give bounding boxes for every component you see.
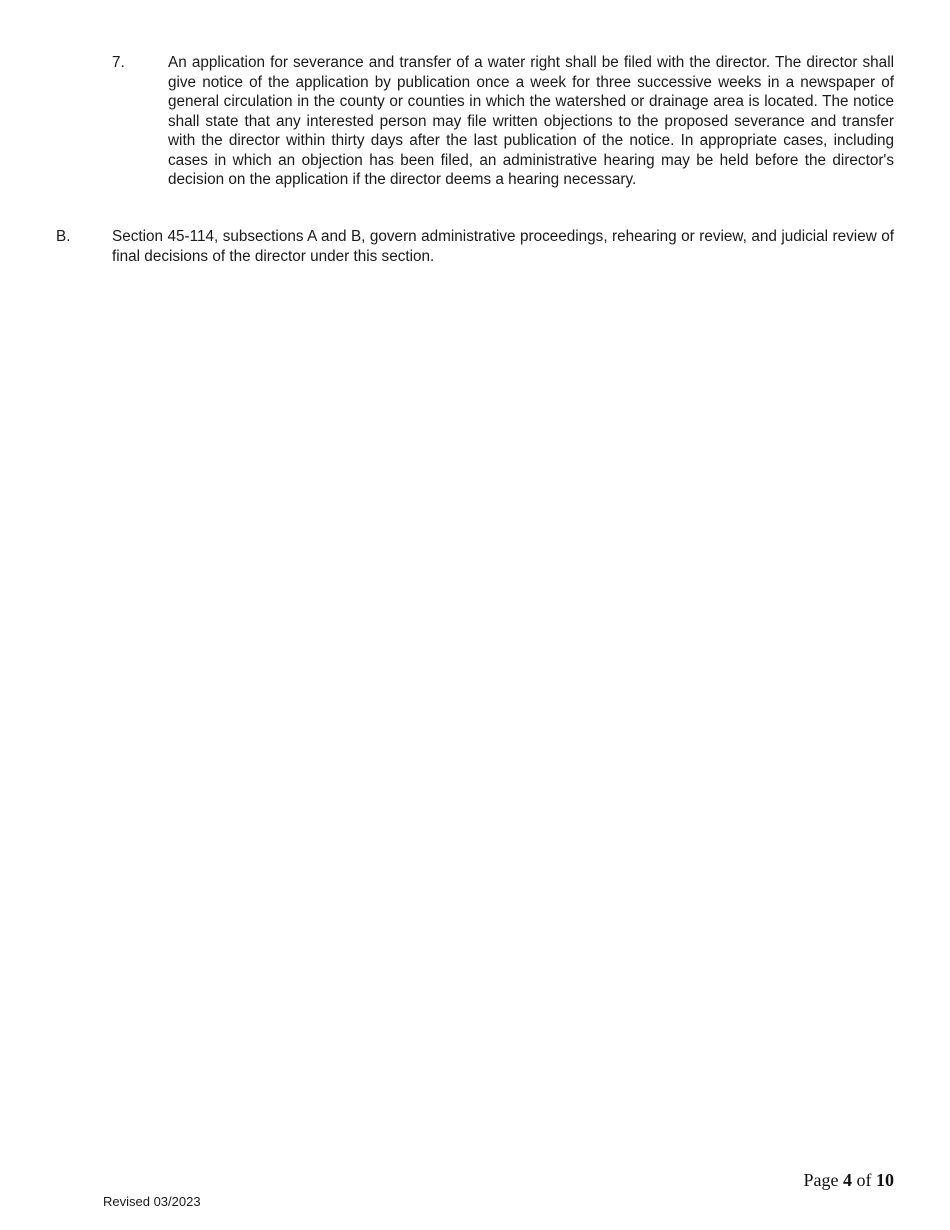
page-prefix: Page xyxy=(803,1170,839,1190)
page-current: 4 xyxy=(843,1170,852,1190)
paragraph-7-label: 7. xyxy=(112,54,125,71)
paragraph-b-label: B. xyxy=(56,228,71,245)
paragraph-7-text: An application for severance and transfer of a water right shall be filed with the director. The director shall give notice of the application by publication once a week for three successive weeks in a newspaper of general circulation in the county or counties in which the watershed or drainage area is located. The notice shall state that any interested person may file written objections to the proposed severance and transfer with the director within thirty days after the last publication of the notice. In appropriate cases, including cases in which an objection has been filed, an administrative hearing may be held before the director's decision on the application if the director deems a hearing necessary. xyxy=(168,54,894,188)
paragraph-b xyxy=(56,227,894,266)
page-total: 10 xyxy=(876,1170,894,1190)
page-of: of xyxy=(856,1170,872,1190)
revision-date: Revised 03/2023 xyxy=(103,1194,201,1209)
paragraph-7 xyxy=(112,53,894,190)
page-number xyxy=(804,1171,895,1191)
paragraph-b-text: Section 45-114, subsections A and B, govern administrative proceedings, rehearing or review, and judicial review of final decisions of the director under this section. xyxy=(112,228,894,265)
